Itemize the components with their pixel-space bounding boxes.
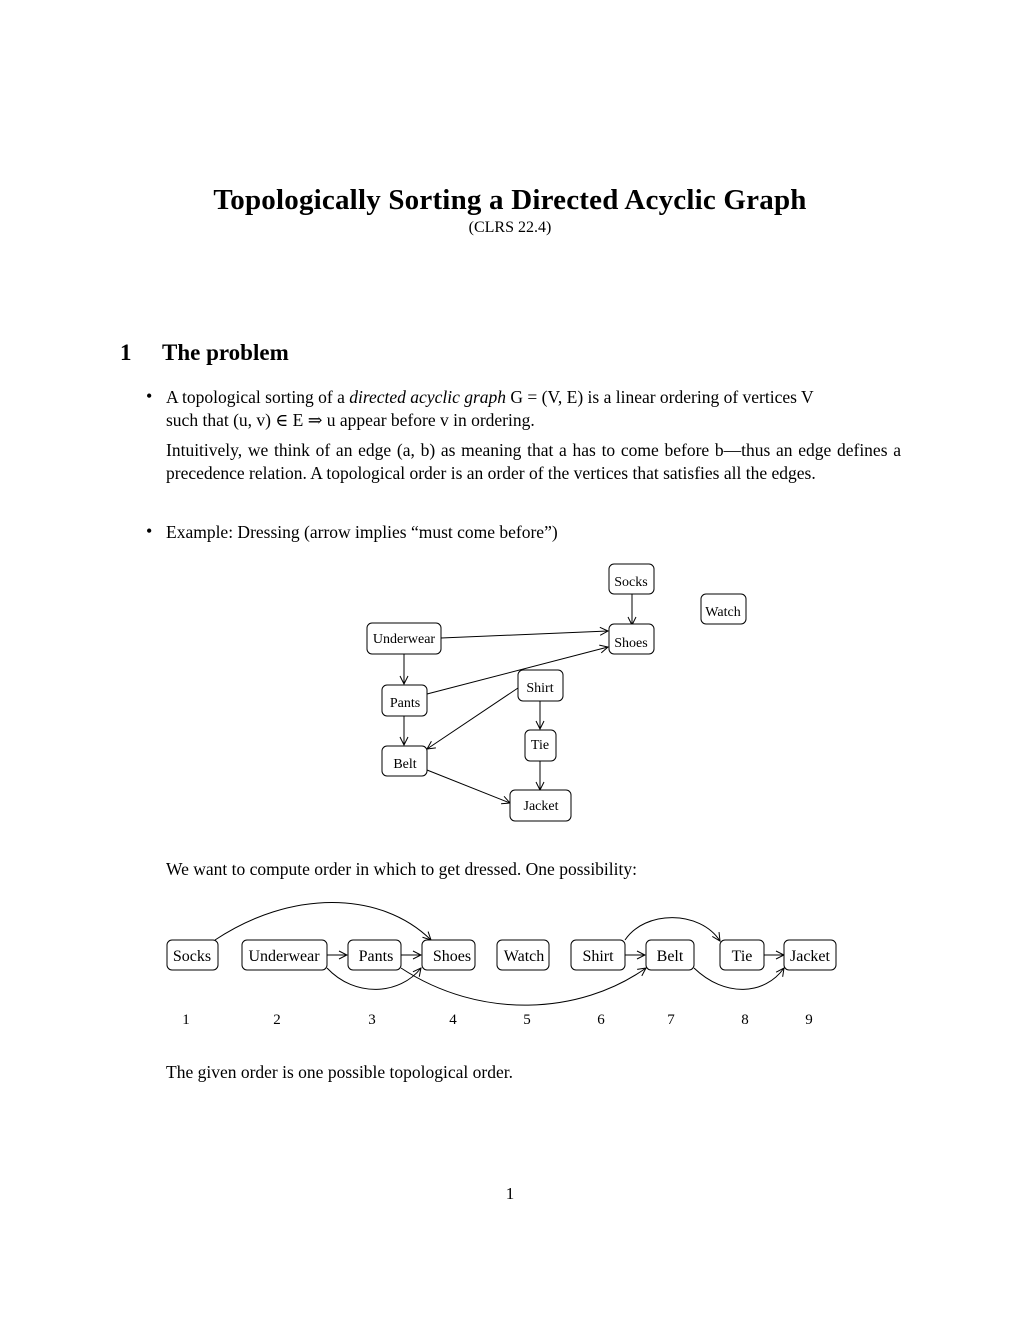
order-edge-belt-jacket bbox=[694, 968, 784, 989]
dag-label-underwear: Underwear bbox=[372, 632, 436, 647]
order-label-tie: Tie bbox=[731, 948, 753, 965]
order-edge-socks-shoes bbox=[215, 903, 431, 941]
order-label-socks: Socks bbox=[172, 948, 212, 965]
order-number-9: 9 bbox=[805, 1012, 813, 1028]
order-number-1: 1 bbox=[182, 1012, 190, 1028]
dag-label-shirt: Shirt bbox=[526, 681, 554, 696]
dag-label-pants: Pants bbox=[389, 696, 421, 711]
edge-shirt-belt bbox=[427, 688, 518, 749]
order-number-6: 6 bbox=[597, 1012, 605, 1028]
edge-underwear-shoes bbox=[441, 631, 608, 638]
dag-label-shoes: Shoes bbox=[614, 636, 648, 651]
paper-title: Topologically Sorting a Directed Acyclic Graph bbox=[213, 184, 807, 216]
order-label-underwear: Underwear bbox=[248, 948, 320, 965]
dag-label-socks: Socks bbox=[614, 575, 648, 590]
intuition-paragraph: Intuitively, we think of an edge (a, b) as meaning that a has to come before b—thus an edge defines a precedence relation. A topological order is an order of the vertices that satisfies all the edges. bbox=[166, 440, 901, 483]
order-number-4: 4 bbox=[449, 1012, 457, 1028]
dag-label-tie: Tie bbox=[530, 738, 550, 753]
definition-emphasis: directed acyclic graph bbox=[349, 387, 507, 407]
order-number-7: 7 bbox=[667, 1012, 675, 1028]
dag-label-watch: Watch bbox=[705, 605, 741, 620]
example-intro: Example: Dressing (arrow implies “must come before”) bbox=[166, 522, 558, 542]
page-number: 1 bbox=[505, 1184, 515, 1203]
order-number-5: 5 bbox=[523, 1012, 531, 1028]
section-title: The problem bbox=[162, 340, 289, 365]
order-intro-paragraph: We want to compute order in which to get dressed. One possibility: bbox=[166, 859, 637, 879]
conclusion-paragraph: The given order is one possible topological order. bbox=[166, 1062, 514, 1082]
order-label-pants: Pants bbox=[358, 948, 394, 965]
dag-label-jacket: Jacket bbox=[523, 799, 559, 814]
section-number: 1 bbox=[120, 340, 132, 365]
order-label-jacket: Jacket bbox=[790, 948, 830, 965]
definition-text-b: G = (V, E) is a linear ordering of vertices V bbox=[506, 387, 814, 407]
order-number-3: 3 bbox=[368, 1012, 376, 1028]
order-label-shirt: Shirt bbox=[582, 948, 614, 965]
bullet-marker-1: • bbox=[146, 386, 153, 406]
order-number-2: 2 bbox=[273, 1012, 281, 1028]
order-edge-shirt-tie bbox=[625, 918, 720, 941]
bullet-marker-2: • bbox=[146, 521, 153, 541]
dag-label-belt: Belt bbox=[393, 757, 417, 772]
definition-line-2: such that (u, v) ∈ E ⇒ u appear before v in ordering. bbox=[166, 409, 535, 430]
order-label-watch: Watch bbox=[503, 948, 545, 965]
order-edge-pants-belt bbox=[401, 968, 646, 1005]
paper-subtitle: (CLRS 22.4) bbox=[468, 219, 552, 236]
edge-belt-jacket bbox=[427, 770, 510, 803]
order-number-8: 8 bbox=[741, 1012, 749, 1028]
order-label-shoes: Shoes bbox=[432, 948, 472, 965]
order-label-belt: Belt bbox=[656, 948, 684, 965]
definition-text-a: A topological sorting of a bbox=[166, 387, 350, 407]
